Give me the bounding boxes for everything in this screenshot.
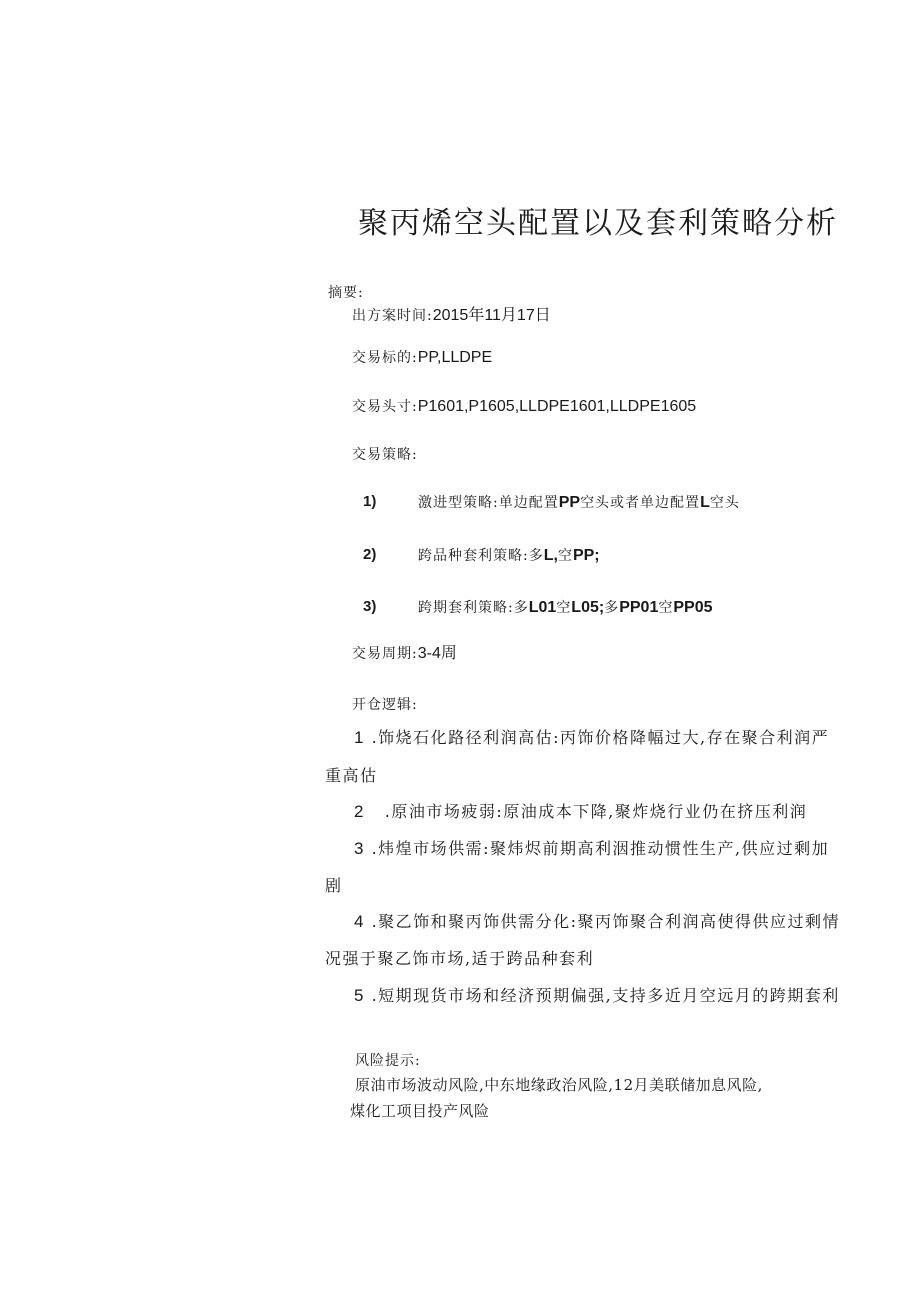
strategy-3-text: 空 (658, 600, 674, 616)
logic-item-5 (354, 983, 840, 1006)
contracts-label: 交易头寸: (352, 399, 418, 415)
period-row (352, 640, 457, 663)
strategy-1-text: 空头 (709, 495, 740, 511)
strategy-1-symbol: PP (558, 494, 581, 511)
logic-2-number: 2 (354, 802, 365, 821)
period-label: 交易周期: (352, 646, 418, 662)
logic-1-continuation: 重高估 (325, 766, 378, 785)
logic-3-continuation: 剧 (325, 876, 343, 895)
strategy-2-name: 跨品种套利策略: (418, 548, 529, 564)
logic-2-text: .原油市场疲弱:原油成本下降,聚炸烧行业仍在挤压利润 (384, 802, 808, 821)
logic-item-2 (354, 799, 807, 822)
strategy-3-symbol: L01 (528, 599, 557, 616)
logic-5-number: 5 (354, 986, 365, 1005)
risk-line-2: 煤化工项目投产风险 (350, 1102, 490, 1120)
period-value: 3-4周 (417, 645, 457, 662)
strategy-1-symbol: L (700, 494, 710, 511)
target-label: 交易标的: (352, 350, 418, 366)
strategy-2 (418, 545, 600, 565)
plan-time-label: 出方案时间: (352, 308, 433, 324)
summary-label: 摘要: (328, 285, 364, 301)
strategy-3-text: 多 (604, 600, 620, 616)
strategy-2-symbol: PP; (572, 547, 600, 564)
target-row (352, 347, 492, 367)
target-value: PP,LLDPE (417, 349, 493, 366)
strategy-3-text: 空 (556, 600, 572, 616)
strategy-1-name: 激进型策略: (418, 495, 499, 511)
strategy-3-text: 多 (513, 600, 529, 616)
contracts-row (352, 396, 696, 416)
strategy-1 (418, 492, 740, 512)
document-title: 聚丙烯空头配置以及套利策略分析 (358, 206, 838, 241)
logic-label: 开仓逻辑: (352, 697, 418, 713)
logic-4-text: .聚乙饰和聚丙饰供需分化:聚丙饰聚合利润高使得供应过剩情 (371, 912, 841, 931)
strategy-2-text: 多 (528, 548, 544, 564)
strategy-1-text: 单边配置 (498, 495, 559, 511)
strategy-3-number: 3) (363, 598, 377, 615)
plan-time-value: 2015年11月17日 (432, 307, 551, 324)
logic-3-text: .炜煌市场供需:聚炜烬前期高利洇推动惯性生产,供应过剩加 (371, 839, 830, 858)
contracts-value: P1601,P1605,LLDPE1601,LLDPE1605 (417, 398, 697, 415)
strategy-2-symbol: L, (543, 547, 558, 564)
strategy-1-number: 1) (363, 493, 377, 510)
logic-3-number: 3 (354, 839, 365, 858)
strategy-label: 交易策略: (352, 447, 418, 463)
logic-item-3 (354, 836, 829, 859)
logic-4-continuation: 况强于聚乙饰市场,适于跨品种套利 (325, 949, 595, 968)
logic-item-1 (354, 725, 829, 748)
logic-item-4 (354, 909, 840, 932)
risk-label: 风险提示: (355, 1053, 421, 1069)
strategy-2-number: 2) (363, 546, 377, 563)
strategy-1-text: 空头或者单边配置 (580, 495, 701, 511)
strategy-3-symbol: L05; (571, 599, 605, 616)
strategy-3-symbol: PP01 (619, 599, 659, 616)
strategy-2-text: 空 (557, 548, 573, 564)
strategy-3 (418, 597, 712, 617)
strategy-3-symbol: PP05 (673, 599, 713, 616)
risk-line-1: 原油市场波动风险,中东地缘政治风险,12月美联储加息风险, (355, 1076, 763, 1094)
logic-5-text: .短期现货市场和经济预期偏强,支持多近月空远月的跨期套利 (371, 986, 840, 1005)
plan-time-row (352, 302, 551, 325)
strategy-3-name: 跨期套利策略: (418, 600, 514, 616)
logic-1-text: .饰烧石化路径利润高估:丙饰价格降幅过大,存在聚合利润严 (371, 728, 830, 747)
logic-4-number: 4 (354, 912, 365, 931)
logic-1-number: 1 (354, 728, 365, 747)
